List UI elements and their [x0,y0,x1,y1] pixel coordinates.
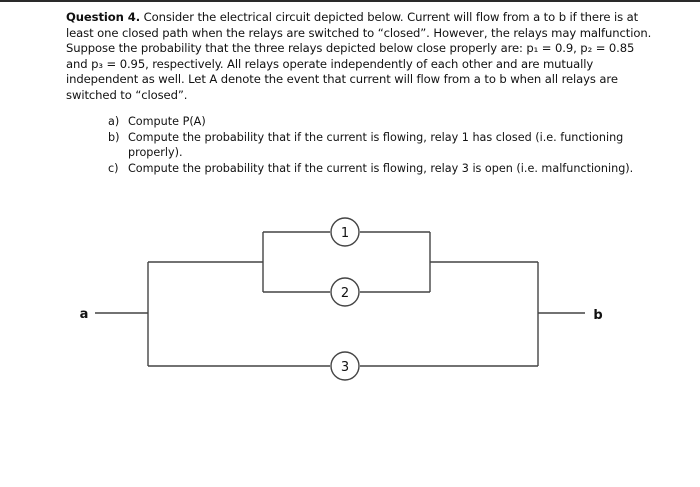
sub-question-label: a) [108,115,120,128]
sub-question-text: Compute the probability that if the current is flowing, relay 1 has closed (i.e. functioning properly). [128,130,624,159]
relay-1 [331,218,359,246]
sub-question-label: c) [108,161,119,175]
relay-3 [331,352,359,380]
relay-2 [331,278,359,306]
question-title: Question 4. [66,10,141,24]
relay-1-label: 1 [340,226,350,241]
terminal-b-label: b [593,308,603,323]
relay-3-label: 3 [340,360,350,375]
question-body: Consider the electrical circuit depicted below. Current will flow from a to b if there is at least one closed path when the relays are switched to “closed”. However, the relays may malfunction. Suppose the probability that the three relays depicted below close properly are: p₁ = 0.9, p₂ = 0.85 and p₃ = 0.95, respectively. All relays operate independently of each other and are mutually independent as well. Let A denote the event that current will flow from a to b when all relays are switched to “closed”. [66,10,652,102]
sub-question-text: Compute the probability that if the current is flowing, relay 3 is open (i.e. malfunctioning). [128,161,634,175]
sub-question-text: Compute P(A) [128,115,206,128]
terminal-a-label: a [79,307,89,322]
relay-2-label: 2 [340,286,350,301]
sub-question-label: b) [108,130,120,144]
